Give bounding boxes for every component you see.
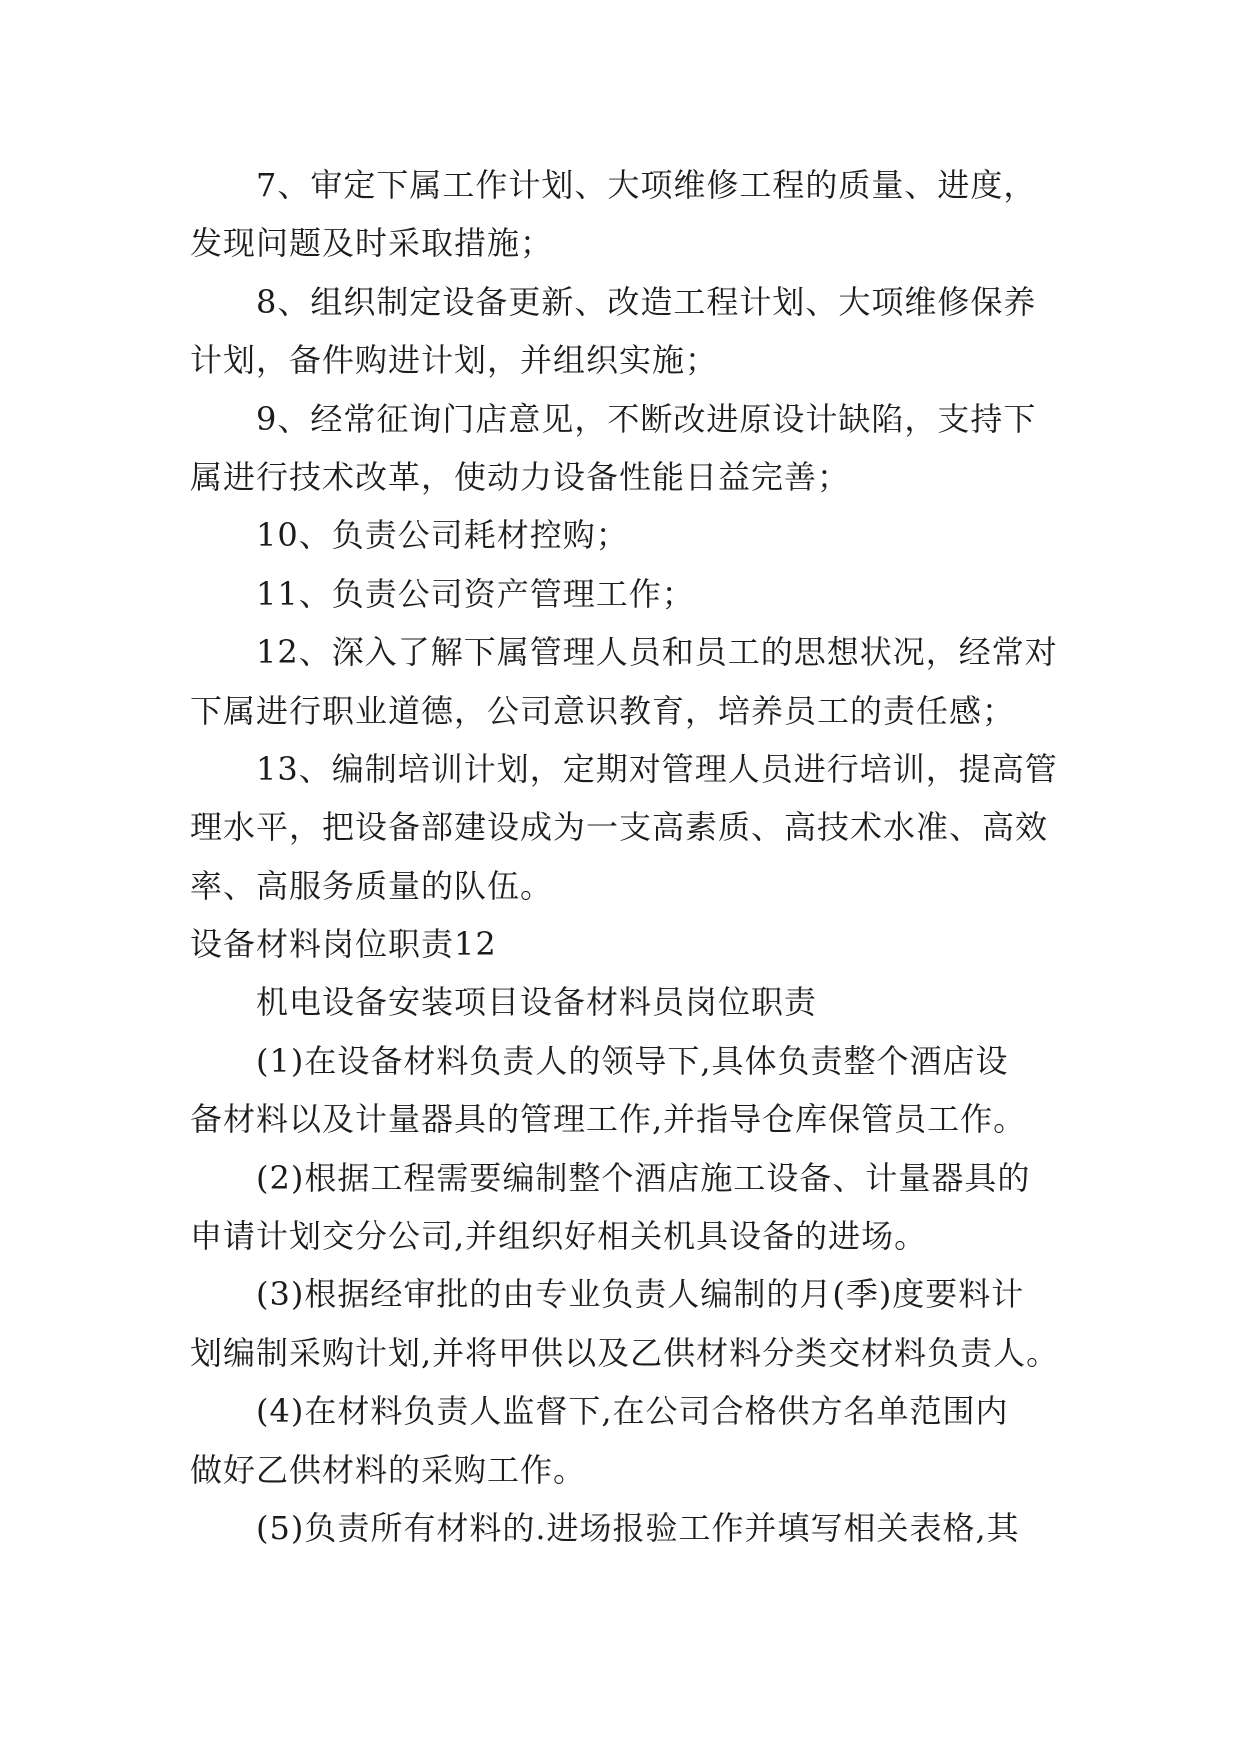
text-line: 划编制采购计划,并将甲供以及乙供材料分类交材料负责人。: [190, 1333, 1060, 1372]
document-body: [190, 156, 1090, 1557]
text-line: 9、经常征询门店意见，不断改进原设计缺陷，支持下: [256, 399, 1037, 438]
text-line: 13、编制培训计划，定期对管理人员进行培训，提高管: [256, 749, 1058, 788]
paragraph-duty-1: [190, 1032, 1090, 1149]
text-line: 12、深入了解下属管理人员和员工的思想状况，经常对: [256, 633, 1058, 672]
paragraph-duty-3: [190, 1265, 1090, 1382]
text-line: 7、审定下属工作计划、大项维修工程的质量、进度，: [256, 166, 1037, 204]
paragraph-item-10: [190, 506, 1090, 564]
text-line: 做好乙供材料的采购工作。: [190, 1450, 587, 1489]
text-line: (3)根据经审批的由专业负责人编制的月(季)度要料计: [256, 1275, 1025, 1314]
text-line: 11、负责公司资产管理工作；: [256, 574, 695, 613]
paragraph-duty-4: [190, 1382, 1090, 1499]
paragraph-item-7: [190, 156, 1090, 273]
text-line: 计划，备件购进计划，并组织实施；: [190, 341, 719, 380]
paragraph-item-11: [190, 565, 1090, 623]
text-line: 申请计划交分公司,并组织好相关机具设备的进场。: [190, 1217, 928, 1256]
text-line: 率、高服务质量的队伍。: [190, 866, 554, 905]
paragraph-item-13: [190, 740, 1090, 915]
paragraph-item-8: [190, 273, 1090, 390]
text-line: 下属进行职业道德，公司意识教育，培养员工的责任感；: [190, 691, 1016, 730]
text-line: (1)在设备材料负责人的领导下,具体负责整个酒店设: [256, 1041, 1009, 1080]
text-line: 备材料以及计量器具的管理工作,并指导仓库保管员工作。: [190, 1100, 1027, 1139]
text-line: 发现问题及时采取措施；: [190, 224, 554, 263]
paragraph-duty-5: [190, 1499, 1090, 1557]
text-line: 属进行技术改革，使动力设备性能日益完善；: [190, 457, 851, 496]
paragraph-item-12: [190, 623, 1090, 740]
paragraph-item-9: [190, 390, 1090, 507]
text-line: 理水平，把设备部建设成为一支高素质、高技术水准、高效: [190, 808, 1049, 847]
section-subtitle: 机电设备安装项目设备材料员岗位职责: [256, 983, 818, 1022]
text-line: 8、组织制定设备更新、改造工程计划、大项维修保养: [256, 282, 1037, 321]
text-line: (4)在材料负责人监督下,在公司合格供方名单范围内: [256, 1392, 1009, 1431]
text-line: (2)根据工程需要编制整个酒店施工设备、计量器具的: [256, 1158, 1031, 1197]
text-line: 10、负责公司耗材控购；: [256, 516, 629, 555]
text-line: (5)负责所有材料的.进场报验工作并填写相关表格,其: [256, 1508, 1020, 1547]
paragraph-duty-2: [190, 1149, 1090, 1266]
section-heading: 设备材料岗位职责12: [190, 925, 497, 964]
